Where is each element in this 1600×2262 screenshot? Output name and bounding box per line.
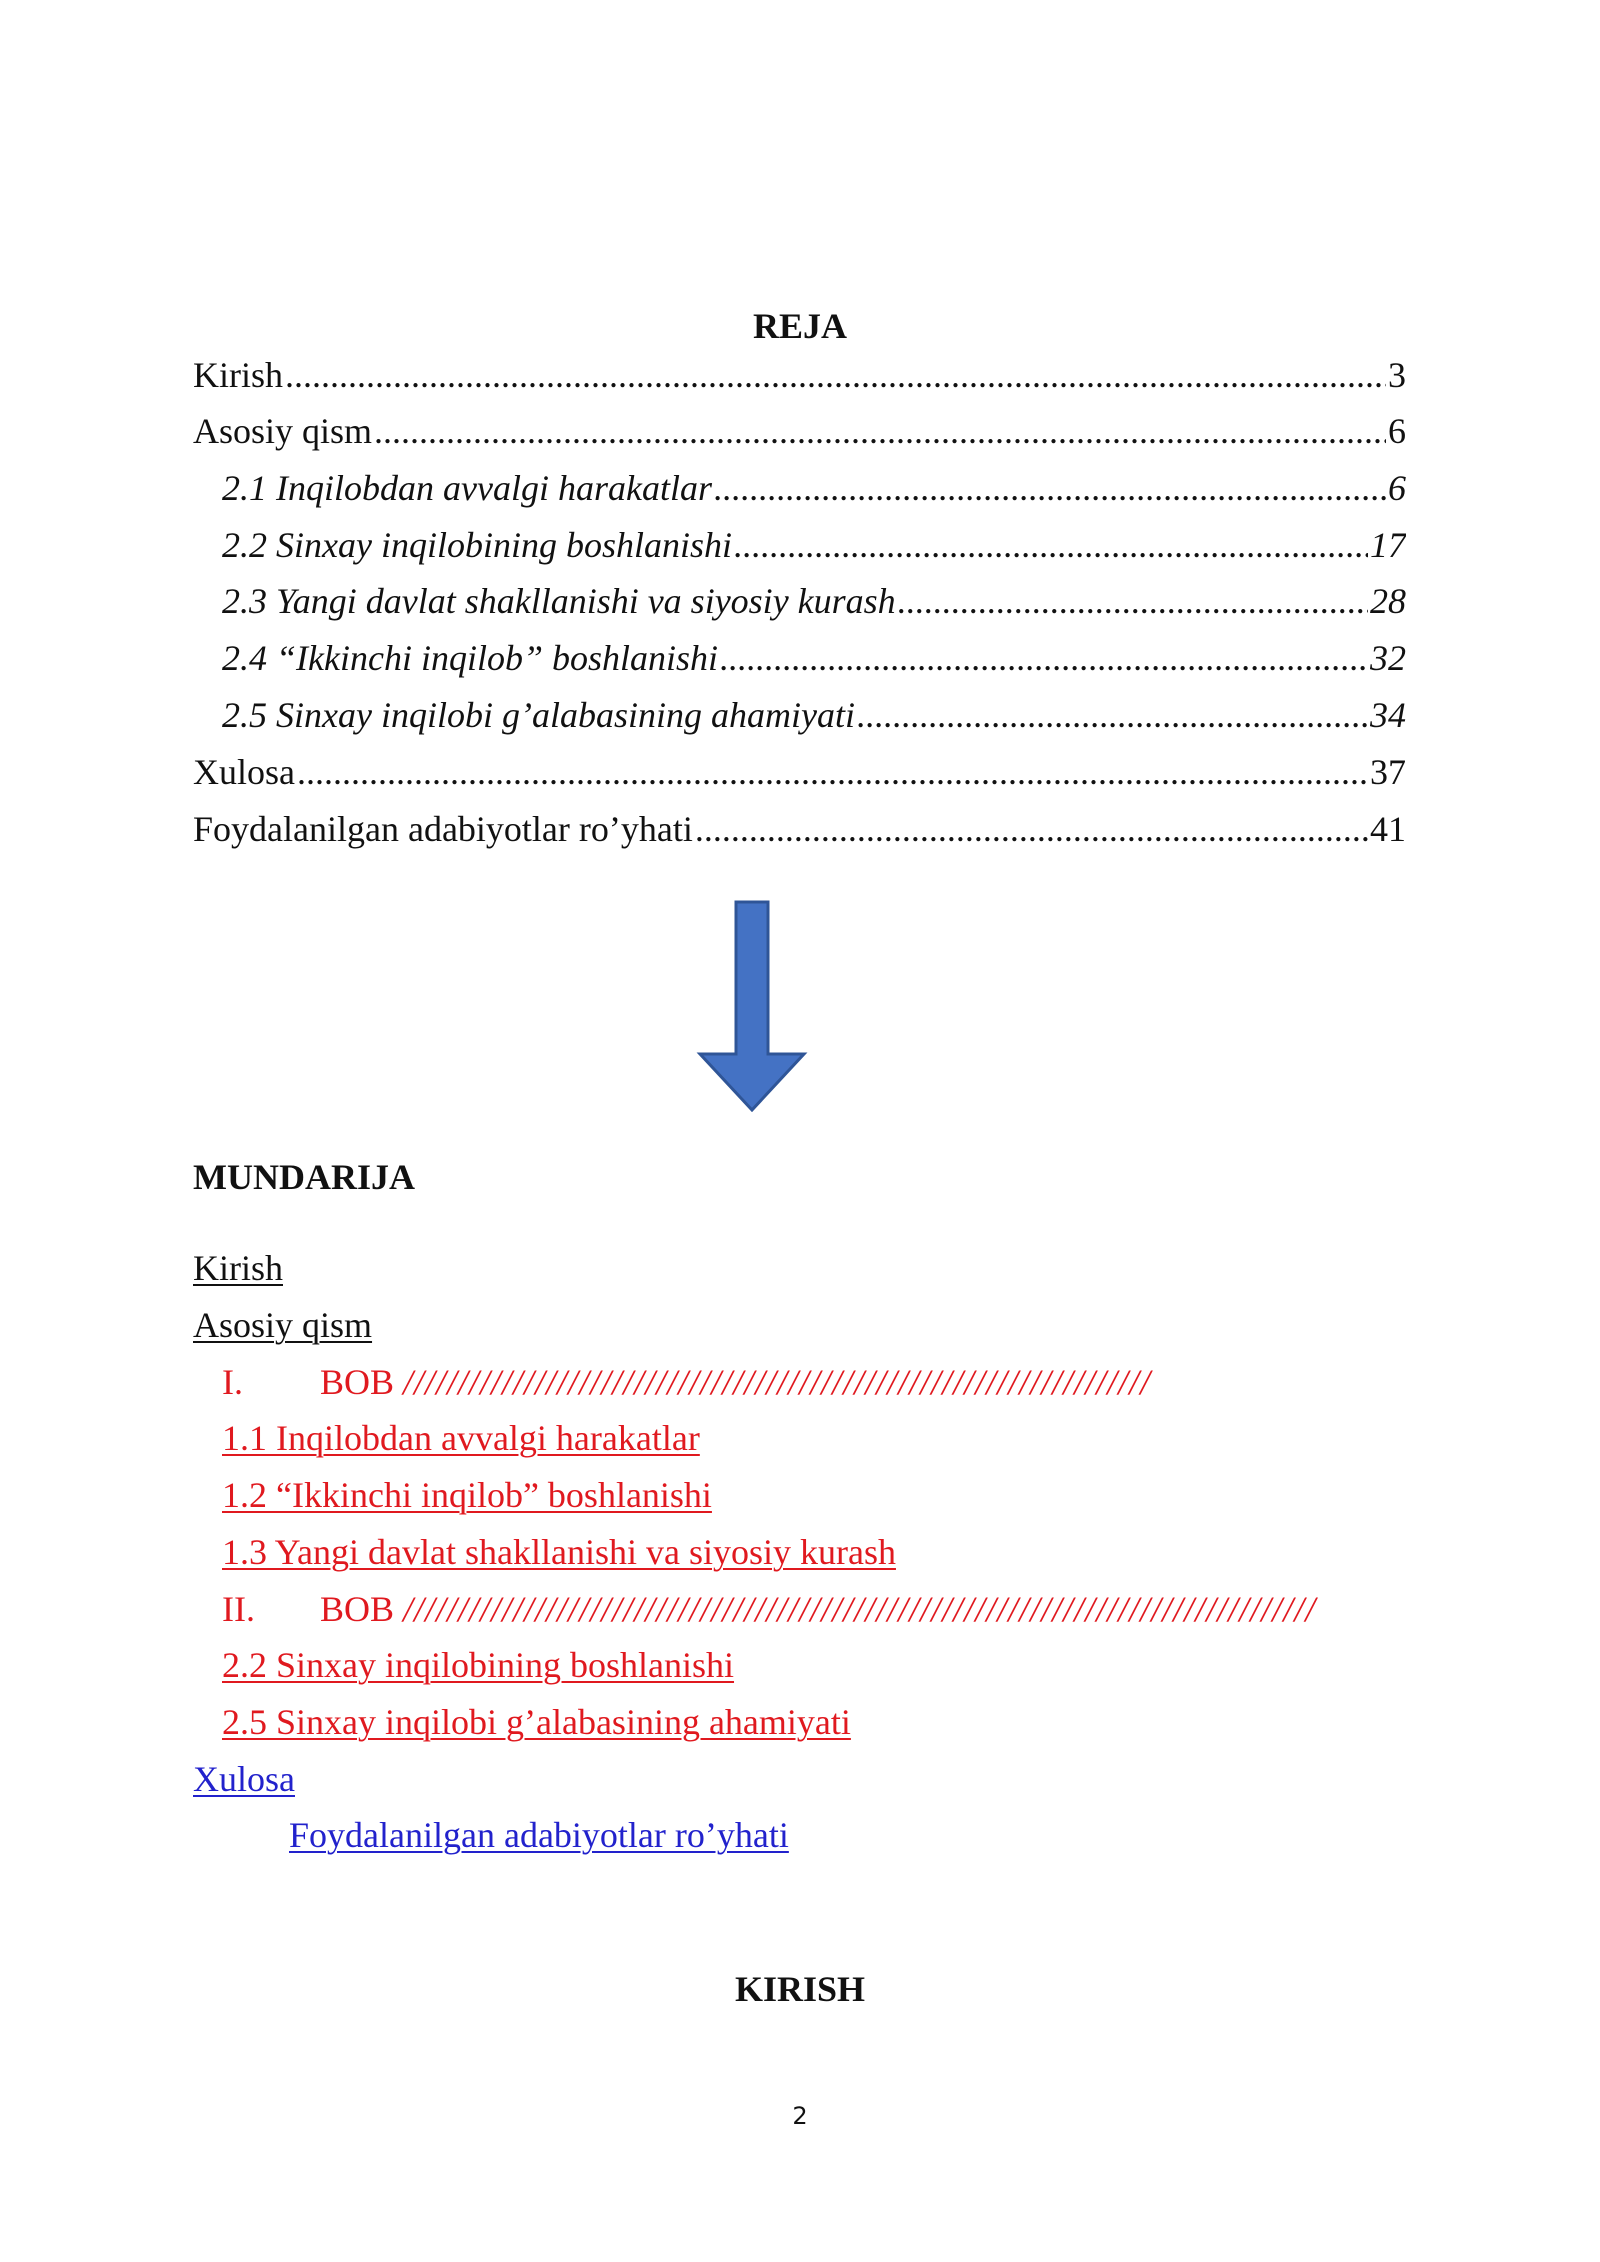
toc-label: Foydalanilgan adabiyotlar ro’yhati (193, 809, 693, 849)
toc-leader (374, 407, 1386, 455)
toc-label: Kirish (193, 355, 283, 395)
toc-item-2-2[interactable] (222, 521, 1406, 569)
bob-number: II. (222, 1589, 255, 1629)
toc-item-2-1[interactable] (222, 464, 1406, 512)
mundarija-link-asosiy-qism[interactable]: Asosiy qism (193, 1305, 373, 1345)
toc-item-2-3[interactable] (222, 577, 1406, 625)
mundarija-bob-2 (222, 1585, 1316, 1633)
mundarija-link-1-1[interactable]: 1.1 Inqilobdan avvalgi harakatlar (222, 1418, 700, 1458)
mundarija-link-2-2[interactable]: 2.2 Sinxay inqilobining boshlanishi (222, 1645, 735, 1685)
toc-leader (285, 351, 1386, 399)
mundarija-link-kirish[interactable]: Kirish (193, 1248, 283, 1288)
toc-page: 41 (1370, 809, 1406, 849)
bob-slashes: //////////////////////////////////////////////////////////////////// (403, 1362, 1152, 1402)
mundarija-link-1-3[interactable]: 1.3 Yangi davlat shakllanishi va siyosiy kurash (222, 1532, 896, 1572)
toc-item-kirish[interactable] (193, 351, 1406, 399)
toc-leader (714, 464, 1386, 512)
mundarija-link-2-5[interactable]: 2.5 Sinxay inqilobi g’alabasining ahamiyati (222, 1702, 851, 1742)
bob-slashes: /////////////////////////////////////////////////////////////////////////////////// (403, 1589, 1317, 1629)
toc-page: 32 (1370, 638, 1406, 678)
toc-label: Xulosa (193, 752, 295, 792)
mundarija-link-1-2[interactable]: 1.2 “Ikkinchi inqilob” boshlanishi (222, 1475, 712, 1515)
toc-label: Asosiy qism (193, 411, 373, 451)
toc-page: 6 (1388, 468, 1406, 508)
toc-page: 37 (1370, 752, 1406, 792)
arrow-down-icon (696, 900, 808, 1112)
toc-leader (857, 691, 1368, 739)
toc-item-adabiyotlar[interactable] (193, 805, 1406, 853)
toc-label: 2.2 Sinxay inqilobining boshlanishi (222, 525, 732, 565)
toc-leader (734, 521, 1368, 569)
toc-item-2-4[interactable] (222, 634, 1406, 682)
toc-leader (695, 805, 1368, 853)
toc-page: 6 (1388, 411, 1406, 451)
toc-page: 3 (1388, 355, 1406, 395)
toc-label: 2.1 Inqilobdan avvalgi harakatlar (222, 468, 712, 508)
toc-label: 2.4 “Ikkinchi inqilob” boshlanishi (222, 638, 719, 678)
toc-label: 2.5 Sinxay inqilobi g’alabasining ahamiyati (222, 695, 855, 735)
bob-label: BOB (320, 1362, 395, 1402)
toc-leader (898, 577, 1368, 625)
mundarija-link-xulosa[interactable]: Xulosa (193, 1759, 295, 1799)
kirish-heading: KIRISH (734, 1969, 866, 2009)
mundarija-title: MUNDARIJA (193, 1157, 415, 1197)
toc-label: 2.3 Yangi davlat shakllanishi va siyosiy kurash (222, 581, 896, 621)
toc-page: 34 (1370, 695, 1406, 735)
toc-leader (720, 634, 1368, 682)
toc-item-xulosa[interactable] (193, 748, 1406, 796)
reja-title: REJA (752, 306, 847, 346)
mundarija-bob-1 (222, 1358, 1151, 1406)
page-number: 2 (792, 2102, 808, 2130)
bob-number: I. (222, 1362, 243, 1402)
toc-item-2-5[interactable] (222, 691, 1406, 739)
toc-page: 28 (1370, 581, 1406, 621)
bob-label: BOB (320, 1589, 395, 1629)
toc-page: 17 (1370, 525, 1406, 565)
mundarija-link-adabiyotlar[interactable]: Foydalanilgan adabiyotlar ro’yhati (289, 1815, 789, 1855)
toc-leader (297, 748, 1368, 796)
toc-item-asosiy-qism[interactable] (193, 407, 1406, 455)
